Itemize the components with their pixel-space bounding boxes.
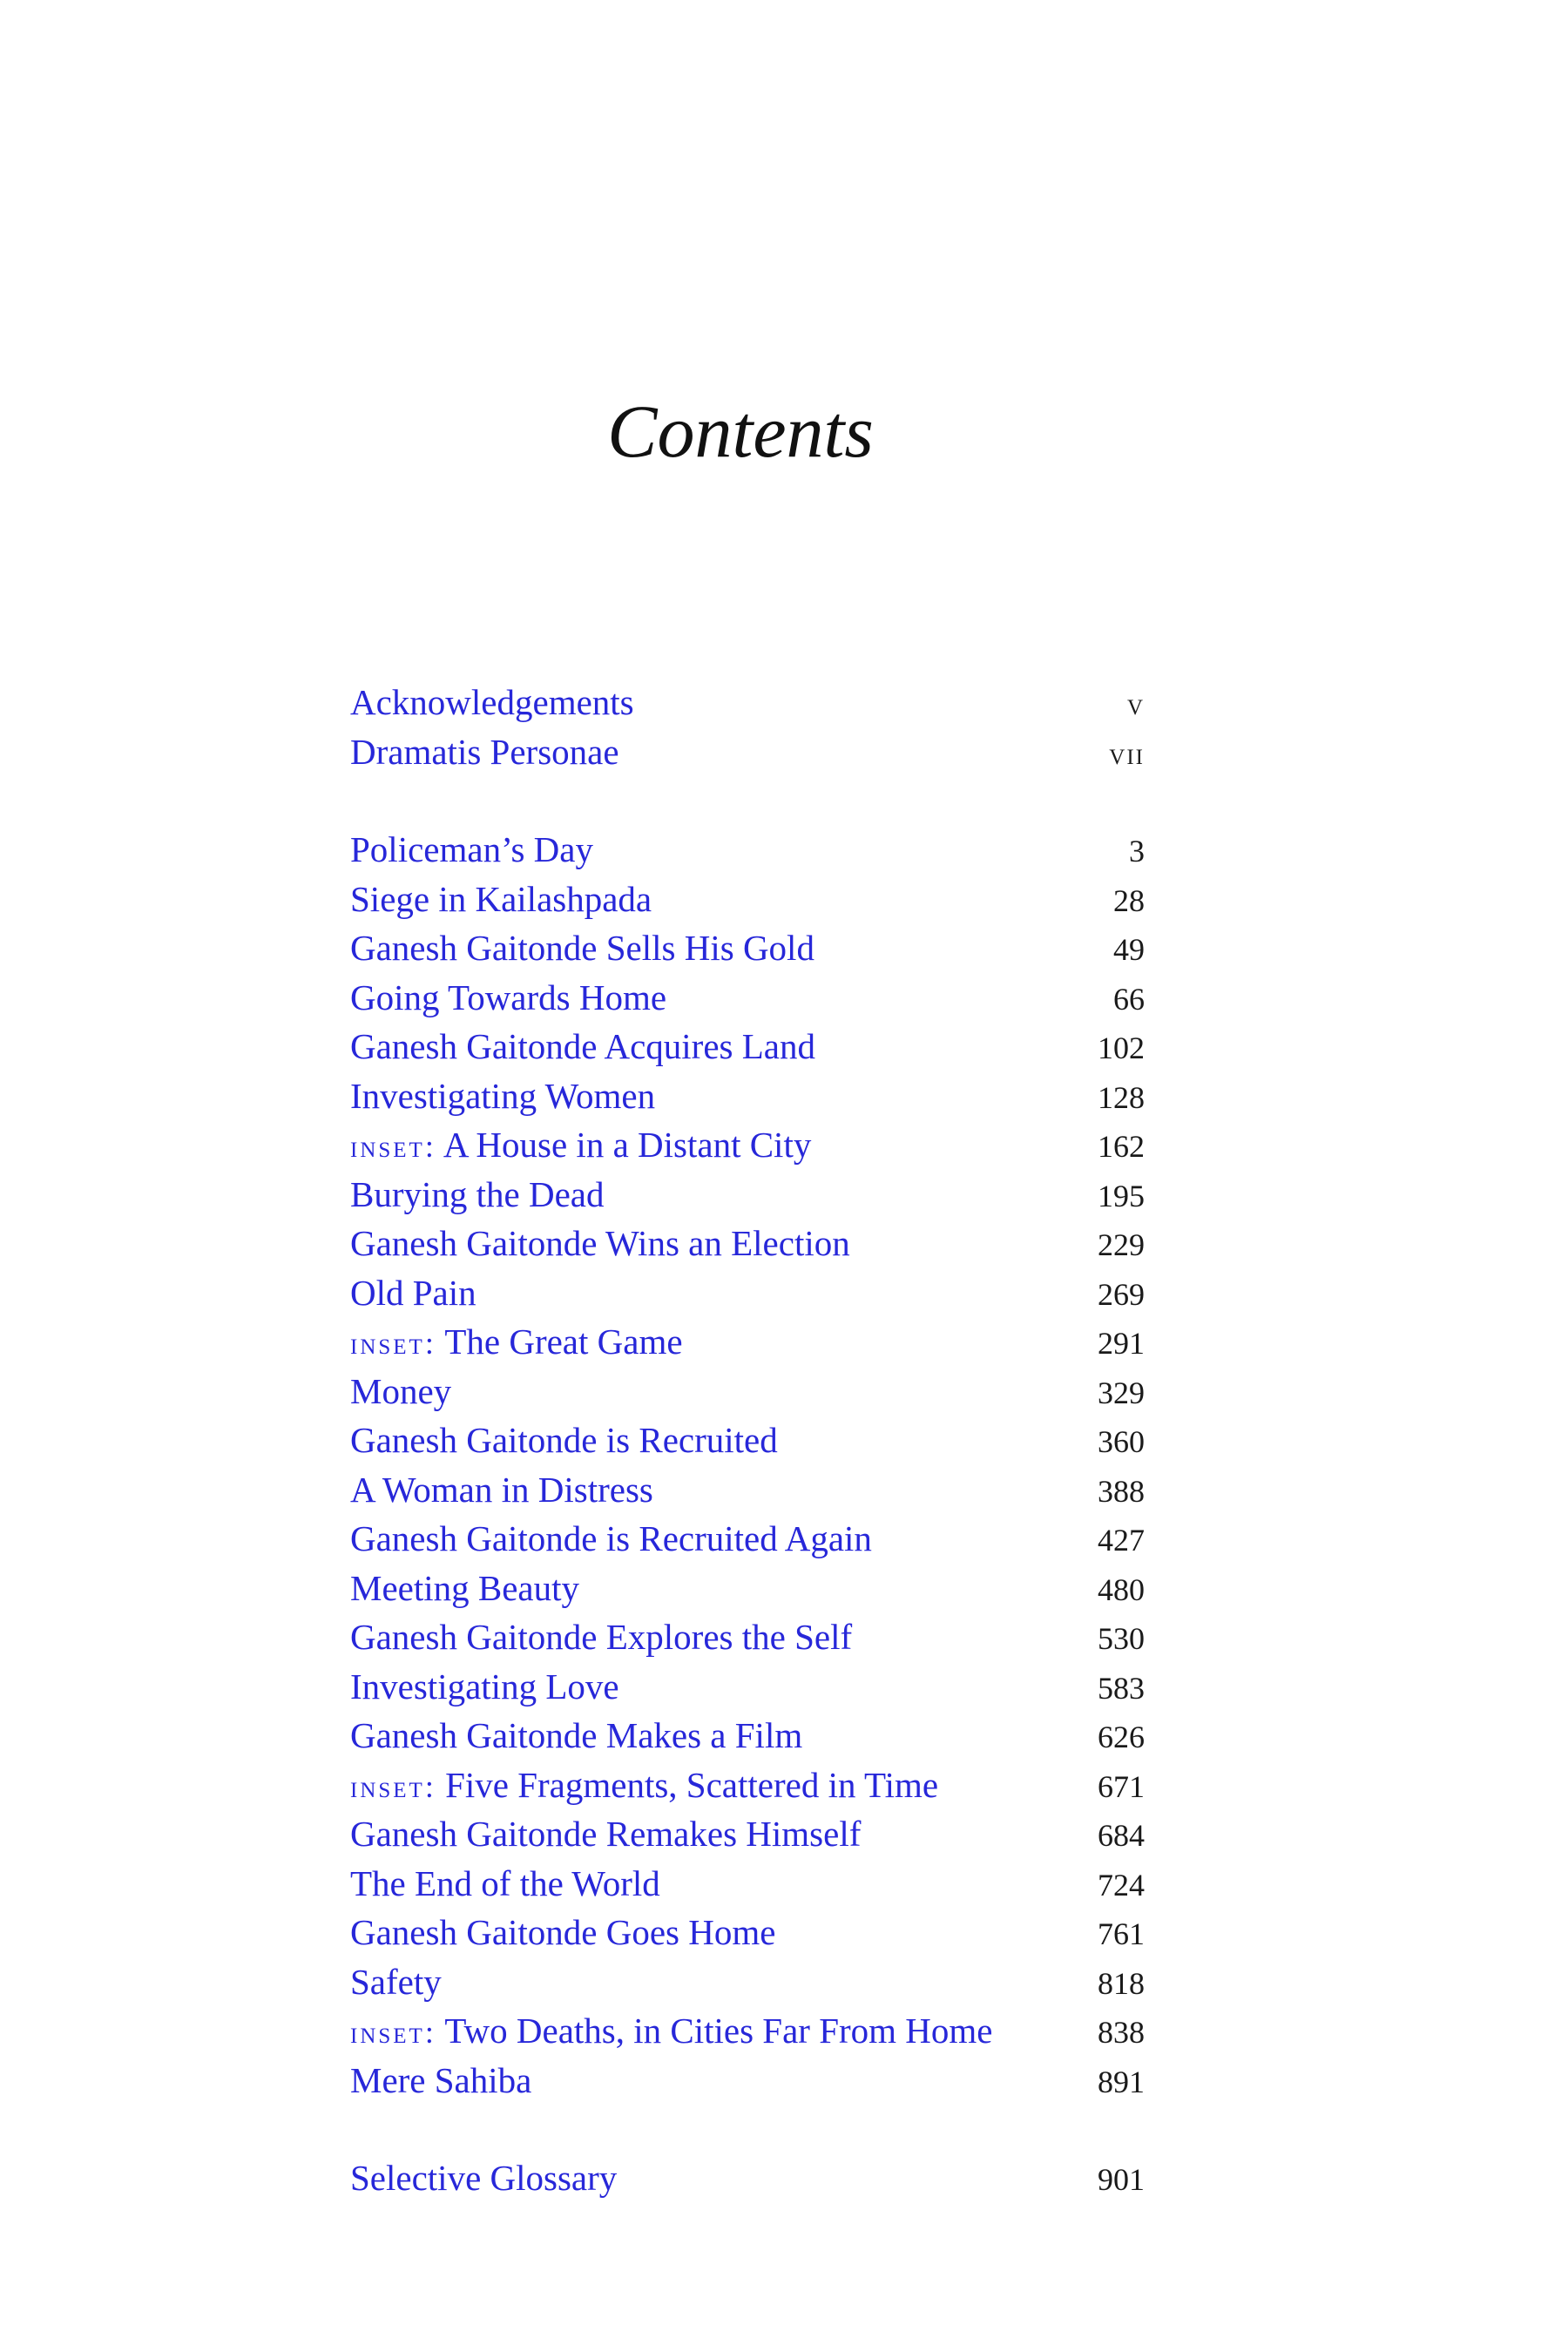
toc-page-number: 229 <box>1098 1227 1145 1262</box>
toc-entry-title[interactable] <box>350 1908 775 1957</box>
toc-entry-label: Money <box>350 1370 452 1411</box>
toc-entry[interactable] <box>350 2056 1145 2105</box>
toc-page-number: 195 <box>1098 1178 1145 1213</box>
toc-entry-title[interactable] <box>350 1071 655 1121</box>
group-spacer <box>350 776 1145 825</box>
toc-entry[interactable] <box>350 1219 1145 1268</box>
toc-entry[interactable] <box>350 1761 1145 1810</box>
toc-page-number: v <box>1126 686 1145 721</box>
toc-entry-title[interactable] <box>350 678 634 727</box>
toc-page-number: 891 <box>1098 2064 1145 2099</box>
toc-entry-label: Going Towards Home <box>350 977 667 1017</box>
toc-entry-label: Dramatis Personae <box>350 731 619 772</box>
toc-entry-label: The Great Game <box>444 1321 683 1362</box>
toc-entry-title[interactable] <box>350 2056 531 2105</box>
toc-entry[interactable] <box>350 1612 1145 1662</box>
toc-page-number: 724 <box>1098 1867 1145 1903</box>
page-title: Contents <box>607 389 874 473</box>
toc-page-number: 291 <box>1098 1326 1145 1361</box>
toc-entry-label: Acknowledgements <box>350 682 634 722</box>
toc-entry-title[interactable] <box>350 1612 852 1662</box>
toc-entry-label: Ganesh Gaitonde Makes a Film <box>350 1715 803 1755</box>
toc-page-number: 329 <box>1098 1375 1145 1410</box>
toc-entry[interactable] <box>350 678 1145 727</box>
toc-entry[interactable] <box>350 1957 1145 2007</box>
toc-entry[interactable] <box>350 1711 1145 1761</box>
toc-entry-title[interactable] <box>350 973 666 1023</box>
back-matter-group <box>350 2153 1145 2203</box>
toc-entry[interactable] <box>350 1465 1145 1515</box>
toc-entry-label: Ganesh Gaitonde Acquires Land <box>350 1026 815 1066</box>
toc-entry[interactable] <box>350 1367 1145 1416</box>
toc-page-number: 3 <box>1129 834 1145 868</box>
toc-page-number: 427 <box>1098 1523 1145 1558</box>
toc-entry[interactable] <box>350 1416 1145 1465</box>
toc-entry[interactable] <box>350 1564 1145 1613</box>
toc-entry-title[interactable] <box>350 1219 850 1268</box>
toc-entry[interactable] <box>350 1809 1145 1859</box>
toc-entry-title[interactable] <box>350 1514 872 1564</box>
toc-entry-title[interactable] <box>350 2153 617 2203</box>
toc-entry[interactable] <box>350 1022 1145 1071</box>
toc-entry-title[interactable] <box>350 1317 683 1369</box>
toc-entry-label: Ganesh Gaitonde Wins an Election <box>350 1223 850 1263</box>
toc-page-number: vii <box>1109 735 1145 771</box>
toc-entry-title[interactable] <box>350 1416 778 1465</box>
toc-page-number: 530 <box>1098 1621 1145 1656</box>
toc-entry-label: Old Pain <box>350 1272 476 1313</box>
toc-entry-title[interactable] <box>350 1564 579 1613</box>
toc-entry-title[interactable] <box>350 1465 653 1515</box>
toc-entry-label: Five Fragments, Scattered in Time <box>445 1764 939 1805</box>
toc-page-number: 128 <box>1098 1079 1145 1115</box>
toc-entry-title[interactable] <box>350 1268 476 1318</box>
inset-prefix: inset: <box>350 2015 436 2050</box>
toc-entry-label: Safety <box>350 1961 442 2002</box>
toc-page-number: 388 <box>1098 1473 1145 1509</box>
toc-page-number: 901 <box>1098 2162 1145 2197</box>
toc-entry[interactable] <box>350 1514 1145 1564</box>
toc-entry-title[interactable] <box>350 825 593 875</box>
toc-entry[interactable] <box>350 1317 1145 1367</box>
toc-entry-title[interactable] <box>350 1761 938 1812</box>
toc-page-number: 480 <box>1098 1571 1145 1607</box>
toc-page-number: 684 <box>1098 1818 1145 1853</box>
toc-entry-label: Ganesh Gaitonde Remakes Himself <box>350 1814 862 1854</box>
toc-entry-label: Ganesh Gaitonde is Recruited Again <box>350 1518 872 1558</box>
toc-entry-title[interactable] <box>350 875 652 924</box>
toc-entry-title[interactable] <box>350 1367 451 1416</box>
toc-entry-title[interactable] <box>350 1022 815 1071</box>
toc-entry-title[interactable] <box>350 1809 861 1859</box>
group-spacer <box>350 2105 1145 2153</box>
toc-page-number: 66 <box>1113 981 1145 1017</box>
toc-entry-title[interactable] <box>350 923 814 973</box>
toc-entry-label: Mere Sahiba <box>350 2059 532 2100</box>
table-of-contents <box>350 678 1145 2203</box>
toc-entry-title[interactable] <box>350 1957 442 2007</box>
toc-entry-label: Ganesh Gaitonde Explores the Self <box>350 1617 853 1657</box>
inset-prefix: inset: <box>350 1326 436 1361</box>
toc-entry[interactable] <box>350 2006 1145 2056</box>
inset-prefix: inset: <box>350 1129 436 1164</box>
toc-entry-title[interactable] <box>350 1859 660 1909</box>
toc-entry[interactable] <box>350 973 1145 1023</box>
toc-page-number: 162 <box>1098 1129 1145 1164</box>
toc-entry-title[interactable] <box>350 1170 604 1220</box>
toc-entry[interactable] <box>350 1071 1145 1121</box>
toc-page-number: 360 <box>1098 1424 1145 1459</box>
toc-page-number: 269 <box>1098 1276 1145 1312</box>
toc-entry[interactable] <box>350 1170 1145 1220</box>
toc-entry[interactable] <box>350 825 1145 875</box>
toc-page-number: 671 <box>1098 1768 1145 1804</box>
toc-entry-title[interactable] <box>350 1711 802 1761</box>
toc-entry-label: Investigating Women <box>350 1075 656 1116</box>
toc-entry[interactable] <box>350 1908 1145 1957</box>
toc-entry[interactable] <box>350 875 1145 924</box>
front-matter-group <box>350 678 1145 776</box>
toc-entry-title[interactable] <box>350 1662 619 1712</box>
toc-page-number: 761 <box>1098 1916 1145 1951</box>
toc-page-number: 838 <box>1098 2015 1145 2050</box>
toc-entry-label: Meeting Beauty <box>350 1567 580 1608</box>
toc-entry-label: Siege in Kailashpada <box>350 878 652 919</box>
toc-entry-title[interactable] <box>350 727 619 777</box>
toc-page-number: 102 <box>1098 1031 1145 1065</box>
toc-entry[interactable] <box>350 1662 1145 1712</box>
toc-entry-label: A Woman in Distress <box>350 1469 653 1510</box>
toc-entry-title[interactable] <box>350 2006 993 2058</box>
toc-page-number: 28 <box>1113 882 1145 918</box>
toc-entry[interactable] <box>350 1268 1145 1318</box>
toc-entry-label: The End of the World <box>350 1862 660 1903</box>
inset-prefix: inset: <box>350 1768 436 1804</box>
toc-entry[interactable] <box>350 923 1145 973</box>
toc-entry-label: Policeman’s Day <box>350 829 593 869</box>
toc-entry-label: Two Deaths, in Cities Far From Home <box>444 2011 993 2051</box>
chapters-group <box>350 825 1145 2105</box>
toc-page-number: 583 <box>1098 1670 1145 1706</box>
toc-entry[interactable] <box>350 2153 1145 2203</box>
toc-entry-title[interactable] <box>350 1120 811 1172</box>
toc-entry-label: Ganesh Gaitonde is Recruited <box>350 1420 778 1460</box>
toc-entry[interactable] <box>350 727 1145 777</box>
toc-entry-label: Selective Glossary <box>350 2158 618 2198</box>
toc-page-number: 818 <box>1098 1965 1145 2001</box>
toc-entry-label: Investigating Love <box>350 1666 619 1707</box>
toc-entry[interactable] <box>350 1859 1145 1909</box>
toc-page-number: 49 <box>1113 932 1145 967</box>
toc-entry-label: Ganesh Gaitonde Sells His Gold <box>350 928 814 968</box>
toc-entry-label: Burying the Dead <box>350 1173 605 1214</box>
toc-entry-label: A House in a Distant City <box>443 1125 812 1165</box>
toc-entry-label: Ganesh Gaitonde Goes Home <box>350 1912 776 1952</box>
toc-page-number: 626 <box>1098 1720 1145 1754</box>
toc-entry[interactable] <box>350 1120 1145 1170</box>
